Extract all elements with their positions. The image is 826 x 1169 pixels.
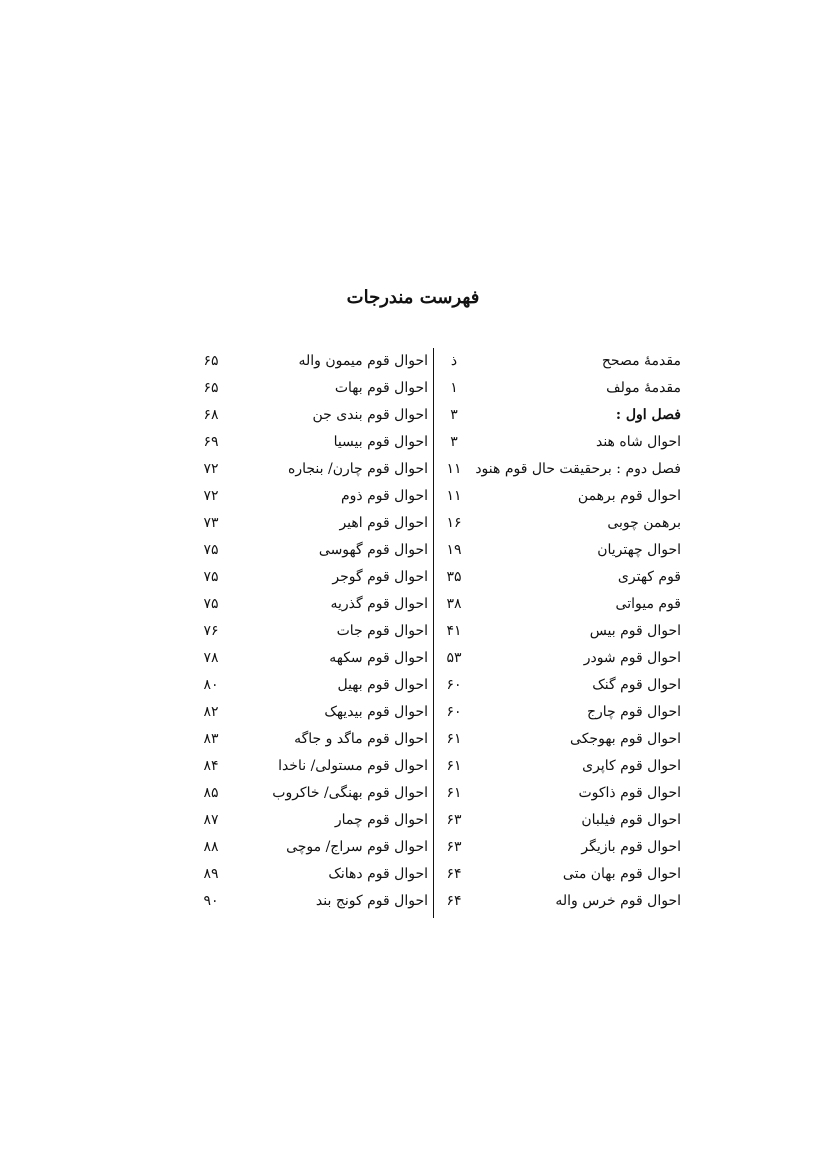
toc-entry-page: ۶۱ [446, 758, 462, 774]
toc-entry-page: ۴۱ [446, 623, 462, 639]
toc-entry-page: ۳۵ [446, 569, 462, 585]
toc-entry-title: احوال قوم خرس واله [555, 893, 681, 909]
toc-entry-page: ۷۸ [203, 650, 219, 666]
toc-entry-title: احوال قوم بازیگر [581, 839, 681, 855]
toc-row [0, 402, 826, 428]
toc-row [0, 456, 826, 482]
toc-entry-title: احوال قوم فیلبان [581, 812, 681, 828]
toc-row [0, 699, 826, 725]
toc-entry-page: ذ [450, 353, 458, 369]
toc-row [0, 483, 826, 509]
toc-entry-page: ۱۱ [446, 488, 462, 504]
toc-entry-title: قوم میواتی [615, 596, 681, 612]
toc-entry-page: ۶۵ [203, 353, 219, 369]
toc-entry-title: احوال قوم بهان متی [562, 866, 681, 882]
toc-entry-page: ۸۲ [203, 704, 219, 720]
toc-entry-page: ۳ [450, 407, 458, 423]
toc-entry-page: ۷۵ [203, 569, 219, 585]
toc-row [0, 564, 826, 590]
toc-entry-page: ۷۵ [203, 596, 219, 612]
toc-entry-page: ۶۱ [446, 731, 462, 747]
toc-entry-page: ۶۴ [446, 893, 462, 909]
toc-row [0, 510, 826, 536]
toc-entry-page: ۶۸ [203, 407, 219, 423]
toc-row [0, 591, 826, 617]
toc-entry-page: ۸۳ [203, 731, 219, 747]
toc-entry-title: احوال قوم بهات [334, 380, 428, 396]
toc-entry-page: ۶۱ [446, 785, 462, 801]
toc-row [0, 807, 826, 833]
toc-row [0, 375, 826, 401]
toc-entry-page: ۶۰ [446, 677, 462, 693]
toc-entry-page: ۷۳ [203, 515, 219, 531]
toc-entry-title: احوال شاه هند [595, 434, 681, 450]
toc-entry-page: ۱ [450, 380, 458, 396]
toc-entry-page: ۷۵ [203, 542, 219, 558]
toc-entry-page: ۱۱ [446, 461, 462, 477]
toc-entry-title: احوال قوم کونج بند [315, 893, 428, 909]
toc-entry-title: فصل دوم : برحقیقت حال قوم هنود [475, 461, 681, 477]
toc-row [0, 672, 826, 698]
toc-row [0, 348, 826, 374]
toc-entry-page: ۷۲ [203, 461, 219, 477]
toc-row [0, 834, 826, 860]
toc-entry-title: احوال قوم ذاکوت [578, 785, 681, 801]
page-title: فهرست مندرجات [346, 287, 480, 308]
toc-entry-title: احوال قوم بیس [589, 623, 681, 639]
toc-entry-title: قوم کهتری [617, 569, 681, 585]
toc-entry-title: مقدمهٔ مولف [606, 380, 681, 396]
toc-entry-page: ۶۳ [446, 812, 462, 828]
toc-entry-page: ۷۶ [203, 623, 219, 639]
toc-entry-page: ۳ [450, 434, 458, 450]
toc-entry-page: ۶۹ [203, 434, 219, 450]
toc-row [0, 429, 826, 455]
toc-entry-title: احوال چهتریان [597, 542, 681, 558]
toc-entry-page: ۵۳ [446, 650, 462, 666]
toc-entry-title: احوال قوم بندی جن [312, 407, 428, 423]
toc-entry-title: احوال قوم جات [336, 623, 428, 639]
toc-entry-title: احوال قوم بهنگی/ خاکروب [272, 785, 428, 801]
toc-row [0, 618, 826, 644]
toc-entry-title: احوال قوم بهوجکی [570, 731, 681, 747]
toc-entry-title: احوال قوم ذوم [341, 488, 428, 504]
toc-entry-title: احوال قوم گذریه [330, 596, 428, 612]
toc-entry-title: احوال قوم شودر [583, 650, 681, 666]
toc-entry-title: احوال قوم میمون واله [298, 353, 428, 369]
toc-entry-page: ۷۲ [203, 488, 219, 504]
toc-row [0, 537, 826, 563]
toc-entry-title: برهمن چوبی [607, 515, 681, 531]
toc-entry-title: احوال قوم بیدیهک [324, 704, 428, 720]
toc-entry-page: ۸۰ [203, 677, 219, 693]
toc-entry-title: احوال قوم سراج/ موچی [286, 839, 428, 855]
table-of-contents [0, 348, 826, 924]
toc-entry-page: ۸۵ [203, 785, 219, 801]
toc-entry-page: ۱۶ [446, 515, 462, 531]
toc-entry-title: احوال قوم اهیر [339, 515, 428, 531]
toc-entry-title: مقدمهٔ مصحح [601, 353, 681, 369]
toc-entry-title: احوال قوم چارج [586, 704, 681, 720]
toc-entry-page: ۸۴ [203, 758, 219, 774]
toc-entry-page: ۶۵ [203, 380, 219, 396]
toc-row [0, 780, 826, 806]
toc-entry-title: احوال قوم گهوسی [318, 542, 428, 558]
toc-entry-title: احوال قوم دهانک [328, 866, 428, 882]
toc-entry-page: ۸۷ [203, 812, 219, 828]
toc-row [0, 888, 826, 914]
toc-entry-title: احوال قوم مستولی/ ناخدا [278, 758, 428, 774]
toc-entry-title: احوال قوم چارن/ بنجاره [288, 461, 428, 477]
toc-entry-title: احوال قوم بیسیا [333, 434, 428, 450]
toc-row [0, 645, 826, 671]
toc-entry-title: احوال قوم برهمن [577, 488, 681, 504]
toc-entry-title: احوال قوم سکهه [329, 650, 428, 666]
toc-entry-title: فصل اول : [615, 407, 681, 423]
toc-entry-page: ۱۹ [446, 542, 462, 558]
toc-entry-title: احوال قوم کاپری [582, 758, 681, 774]
toc-entry-page: ۶۴ [446, 866, 462, 882]
toc-row [0, 861, 826, 887]
toc-entry-page: ۶۰ [446, 704, 462, 720]
toc-entry-title: احوال قوم گنک [592, 677, 681, 693]
toc-entry-page: ۶۳ [446, 839, 462, 855]
toc-entry-title: احوال قوم ماگد و جاگه [294, 731, 428, 747]
toc-entry-page: ۹۰ [203, 893, 219, 909]
toc-entry-title: احوال قوم چمار [334, 812, 428, 828]
toc-row [0, 726, 826, 752]
toc-row [0, 753, 826, 779]
toc-entry-title: احوال قوم بهیل [337, 677, 428, 693]
toc-entry-page: ۸۸ [203, 839, 219, 855]
toc-entry-page: ۳۸ [446, 596, 462, 612]
toc-entry-page: ۸۹ [203, 866, 219, 882]
toc-entry-title: احوال قوم گوجر [332, 569, 428, 585]
